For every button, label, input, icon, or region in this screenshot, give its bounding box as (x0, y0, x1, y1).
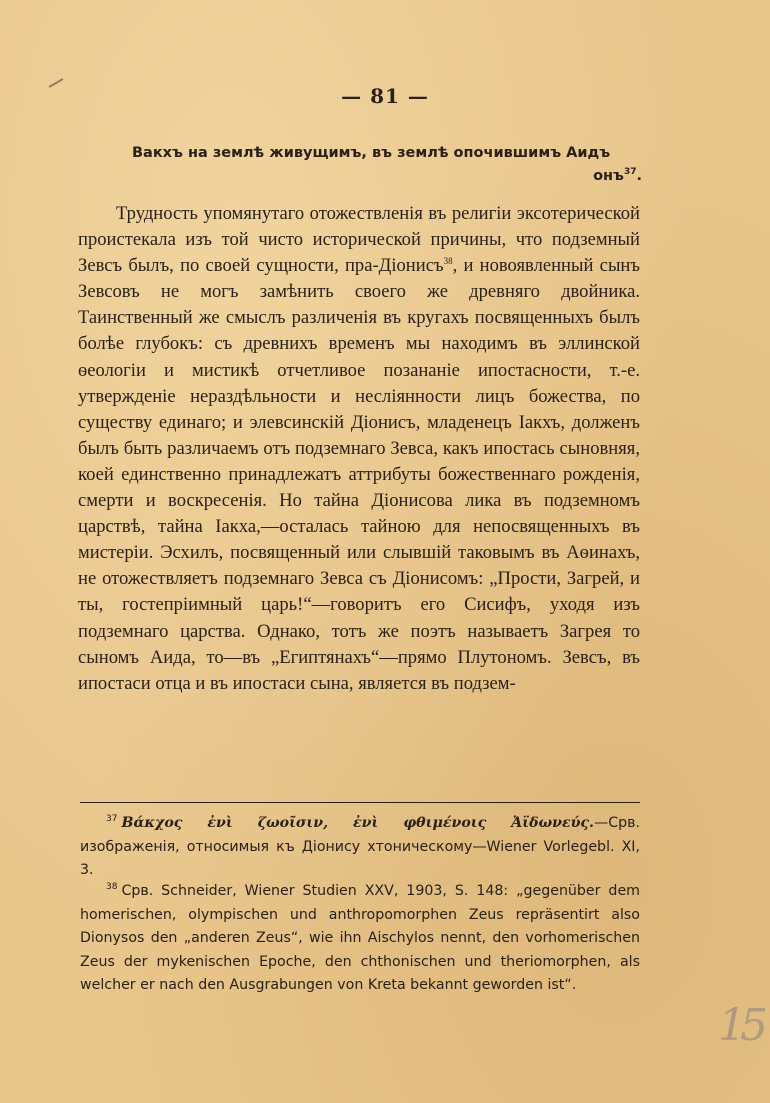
footnote-divider (80, 802, 640, 803)
main-text-part-1: Трудность упомянутаго отожествленія въ религіи эксотерической проистекала изъ той чисто исторической причины, что подземный Зевсъ былъ, по своей сущности, пра-Діонисъ (78, 203, 640, 277)
footnote-37 (80, 812, 640, 883)
pencil-margin-note: 15 (718, 1000, 762, 1051)
footnote-38 (80, 880, 640, 998)
epigraph-line-1: Вакхъ на землѣ живущимъ, въ землѣ опочившимъ Аидъ (132, 145, 611, 161)
main-text-part-2: , и новоявленный сынъ Зевсовъ не могъ замѣнить своего же древняго двойника. Таинственный же смыслъ различенія въ кругахъ посвященныхъ былъ болѣе глубокъ: съ древнихъ временъ мы находимъ въ эллинской ѳеологіи и мистикѣ отчетливое позананіе ипостасности, т.-е. утвержденіе нераздѣльности и неслiянности лицъ божества, по существу единаго; и элевсинскій Діонисъ, младенецъ Іакхъ, долженъ былъ быть различаемъ отъ подземнаго Зевса, какъ ипостась сыновняя, коей единственно принадлежатъ аттрибуты божественнаго рожденія, смерти и воскресенія. Но тайна Діонисова лика въ подземномъ царствѣ, тайна Іакха,—осталась тайною для непосвященныхъ въ мистеріи. Эсхилъ, посвященный или слывшій таковымъ въ Аѳинахъ, не отожествляетъ подземнаго Зевса съ Діонисомъ: „Прости, Загрей, и ты, гостепріимный царь!“—говоритъ его Сисифъ, уходя изъ подземнаго царства. Однако, тотъ же поэтъ называетъ Загрея то сыномъ Аида, то—въ „Египтянахъ“—прямо Плутономъ. Зевсъ, въ ипостаси отца и въ ипостаси сына, является въ подзем- (78, 255, 640, 694)
footnote-37-greek: Βάκχος ἐνὶ ζωοῖσιν, ἐνὶ φθιμένοις Ἀϊδωνεύς. (121, 815, 595, 831)
main-paragraph (78, 201, 640, 697)
page-number: — 81 — (341, 84, 429, 108)
epigraph-line-2-text: онъ (593, 168, 624, 184)
footnote-38-text: Срв. Schneider, Wiener Studien XXV, 1903, S. 148: „gegenüber dem homerischen, olympischen und anthropomorphen Zeus repräsentirt also Dionysos den „anderen Zeus“, wie ihn Aischylos nennt, den vorhomerischen Zeus der mykenischen Epoche, den chthonischen und theriomorphen, als welcher er nach den Ausgrabungen von Kreta bekannt geworden ist“. (80, 883, 640, 993)
footnote-38-number: 38 (106, 882, 118, 893)
epigraph (132, 142, 642, 188)
footnote-ref-38: 38 (443, 256, 453, 266)
footnote-ref-37: 37 (623, 167, 637, 178)
footnote-37-number: 37 (106, 814, 118, 825)
footnote-37-text: —Срв. изображенія, относимыя къ Діонису хтоническому—Wiener Vorlegebl. XI, 3. (80, 815, 640, 878)
epigraph-line-2: онъ$^{37}$. (593, 167, 642, 184)
